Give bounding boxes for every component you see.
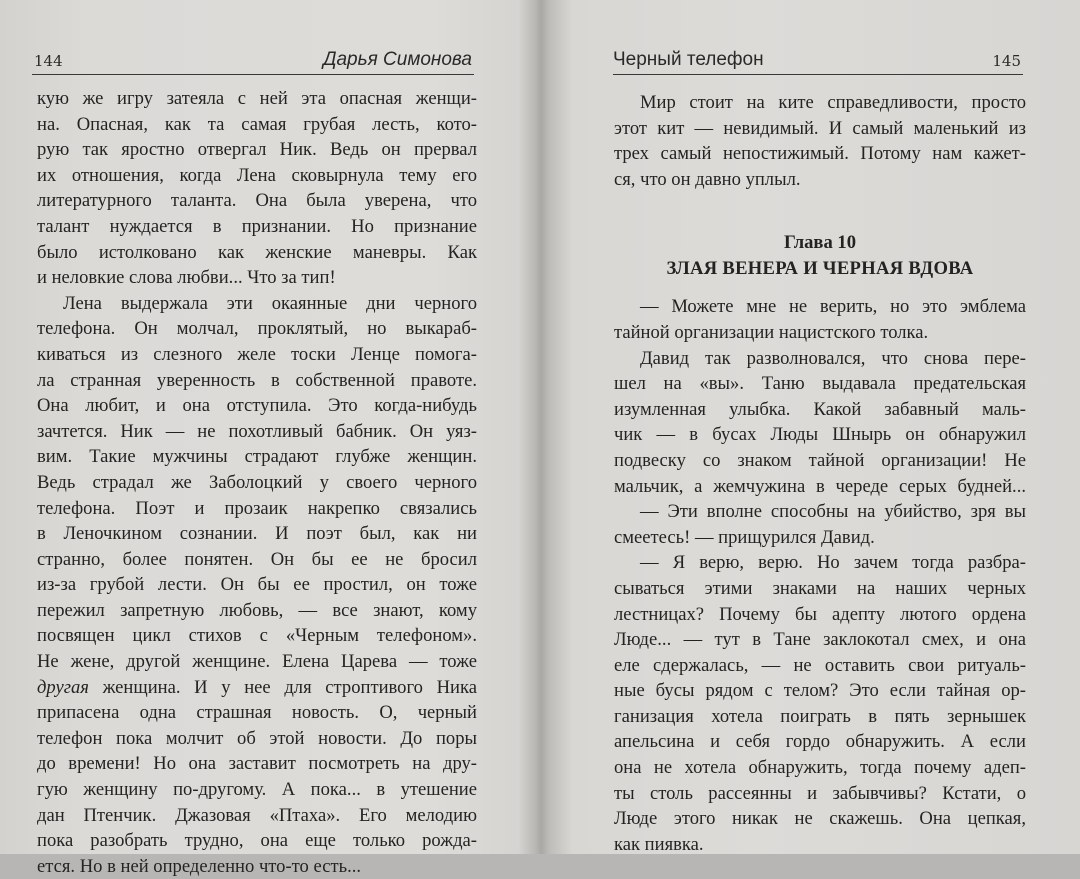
- text-line: пережил запретную любовь, — все знают, кому: [37, 599, 477, 621]
- text-line: до времени! Но она заставит посмотреть на дру-: [37, 753, 477, 775]
- text-line: — Я верю, верю. Но зачем тогда разбра-: [640, 552, 1026, 574]
- text-line: Люде этого никак не скажешь. Она цепкая,: [614, 808, 1026, 830]
- text-line: Люде... — тут в Тане заклокотал смех, и она: [614, 629, 1026, 651]
- text-line: припасена одна страшная новость. О, черный: [37, 702, 477, 724]
- text-line: ся, что он давно уплыл.: [614, 168, 801, 190]
- text-line: на. Опасная, как та самая грубая лесть, кото-: [37, 113, 477, 135]
- text-line: трех самый непостижимый. Потому нам кажет-: [614, 143, 1026, 165]
- text-line: изумленная улыбка. Какой забавный маль-: [614, 398, 1026, 420]
- text-line: тайной организации нацистского толка.: [614, 321, 929, 343]
- text-line: ты столь рассеянны и забывчивы? Кстати, о: [614, 782, 1026, 804]
- text-line: лестницах? Почему бы адепту лютого ордена: [614, 603, 1026, 625]
- text-line: дан Птенчик. Джазовая «Птаха». Его мелодию: [37, 804, 477, 826]
- text-line: Ведь страдал же Заболоцкий у своего черного: [37, 471, 477, 493]
- text-line: Не жене, другой женщине. Елена Царева — тоже: [37, 651, 477, 673]
- text-line: пока разобрать трудно, она еще только рожда-: [37, 830, 477, 852]
- running-title: Черный телефон: [613, 49, 764, 70]
- text-line: кую же игру затеяла с ней эта опасная женщи-: [37, 88, 477, 109]
- text-line: шел на «вы». Таню выдавала предательская: [614, 373, 1026, 395]
- text-line: ные бусы рядом с телом? Это если тайная ор-: [614, 680, 1026, 702]
- text-line: смеетесь! — прищурился Давид.: [614, 526, 875, 548]
- page-number: 145: [992, 52, 1021, 70]
- text-line: еле сдержалась, — не оставить свои ритуаль-: [614, 654, 1026, 676]
- text-line: Она любит, и она отступила. Это когда-нибудь: [37, 395, 477, 417]
- text-line: как пиявка.: [614, 833, 704, 855]
- text-line: зачтется. Ник — не похотливый бабник. Он уяз-: [37, 420, 477, 442]
- text-line: из-за грубой лести. Он бы ее простил, он тоже: [37, 574, 477, 596]
- text-line: — Эти вполне способны на убийство, зря вы: [640, 501, 1026, 523]
- left-page: [0, 0, 532, 877]
- right-body-text: [614, 90, 1026, 857]
- text-line: ганизация хотела поиграть в пять зернышек: [614, 705, 1026, 727]
- text-line: Мир стоит на ките справедливости, просто: [640, 92, 1026, 113]
- text-line: киваться из слезного желе тоски Ленце помога-: [37, 343, 477, 365]
- text-line: гую женщину по-другому. А пока... в утешение: [37, 779, 477, 801]
- text-line: и неловкие слова любви... Что за тип!: [37, 267, 336, 289]
- chapter-label: Глава 10: [783, 232, 857, 254]
- right-page: [544, 0, 1080, 854]
- text-line: она не хотела обнаружить, тогда почему адеп-: [614, 757, 1026, 779]
- page-number: 144: [34, 52, 63, 70]
- running-title: Дарья Симонова: [323, 49, 472, 70]
- text-line: апельсина и себя гордо обнаружить. А если: [614, 731, 1026, 753]
- right-running-head: [613, 44, 1023, 75]
- text-line: этот кит — невидимый. И самый маленький из: [614, 117, 1026, 139]
- text-line: телефона. Он молчал, проклятый, но выкараб-: [37, 318, 477, 340]
- text-line: их отношения, когда Лена сковырнула тему его: [37, 164, 477, 186]
- text-line: вим. Такие мужчины страдают глубже женщин.: [37, 446, 477, 468]
- text-line: странно, более понятен. Он бы ее не бросил: [37, 548, 477, 570]
- text-line: в Леночкином сознании. И поэт был, как ни: [37, 523, 477, 545]
- text-line: телефон пока молчит об этой новости. До поры: [37, 727, 477, 749]
- text-line: — Можете мне не верить, но это эмблема: [640, 296, 1026, 318]
- text-line-italic: другая женщина. И у нее для строптивого Ника: [37, 676, 477, 698]
- italic-word: другая: [37, 676, 89, 698]
- text-line: подвеску со знаком тайной организации! Не: [614, 449, 1026, 471]
- text-line: чик — в бусах Люды Шнырь он обнаружил: [614, 424, 1026, 446]
- text-line: ла странная уверенность в собственной правоте.: [37, 369, 477, 391]
- chapter-title: ЗЛАЯ ВЕНЕРА И ЧЕРНАЯ ВДОВА: [666, 258, 974, 280]
- text-line: Лена выдержала эти окаянные дни черного: [63, 292, 477, 314]
- text-line: литературного таланта. Она была уверена, что: [37, 190, 477, 212]
- left-running-head: [32, 44, 474, 75]
- text-line: рую так яростно отвергал Ник. Ведь он прервал: [37, 139, 477, 161]
- text-line: талант нуждается в признании. Но признание: [37, 215, 477, 237]
- text-line: Давид так разволновался, что снова пере-: [640, 347, 1026, 369]
- text-line: ется. Но в ней определенно что-то есть...: [37, 855, 362, 877]
- text-line: сываться этими знаками на наших черных: [614, 577, 1026, 599]
- left-body-text: [37, 86, 477, 879]
- text-line: посвящен цикл стихов с «Черным телефоном».: [37, 625, 477, 647]
- text-line: телефона. Поэт и прозаик накрепко связались: [37, 497, 477, 519]
- text-line: мальчик, а жемчужина в череде серых будней...: [614, 475, 1026, 497]
- text-line: было истолковано как женские маневры. Как: [37, 241, 477, 263]
